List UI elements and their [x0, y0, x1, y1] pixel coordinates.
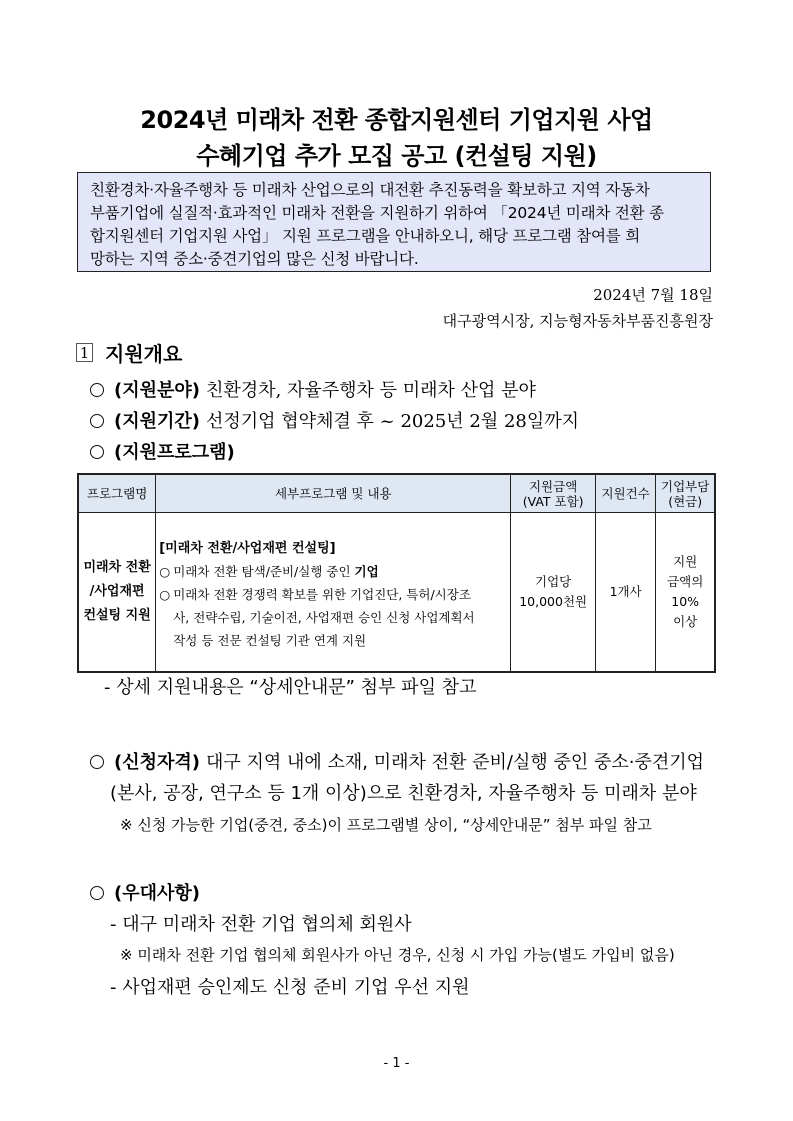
support-field-item	[90, 376, 536, 402]
issuer: 대구광역시장, 지능형자동차부품진흥원장	[442, 312, 713, 330]
header-line: 지원금액	[528, 478, 578, 494]
document-title-line2: 수혜기업 추가 모집 공고 (컨설팅 지원)	[196, 142, 597, 170]
summary-line: 친환경차·자율주행차 등 미래차 산업으로의 대전환 추진동력을 확보하고 지역 자동차	[90, 181, 650, 199]
name-line: /사업재편	[89, 584, 145, 599]
item-text: 친환경차, 자율주행차 등 미래차 산업 분야	[206, 380, 536, 401]
header-company-burden	[656, 474, 715, 513]
item-label: (지원분야)	[114, 380, 201, 401]
item-label: (신청자격)	[114, 752, 201, 773]
page-number: - 1 -	[383, 1056, 410, 1071]
support-amount-cell	[511, 513, 596, 673]
detail-item	[159, 560, 504, 583]
detail-text: 사, 전략수립, 기술이전, 사업재편 승인 신청 사업계획서	[173, 609, 475, 625]
program-table	[77, 473, 716, 673]
table-row	[78, 513, 715, 673]
burden-line: 금액의	[667, 574, 704, 589]
item-label: (지원프로그램)	[114, 442, 235, 463]
eligibility-item	[90, 748, 704, 774]
support-count-cell: 1개사	[595, 513, 655, 673]
eligibility-line2: (본사, 공장, 연구소 등 1개 이상)으로 친환경차, 자율주행차 등 미래차 분야	[110, 783, 697, 804]
program-detail-cell	[156, 513, 511, 673]
small-circle-bullet-icon: ○	[159, 563, 171, 579]
eligibility-note: ※ 신청 가능한 기업(중견, 중소)이 프로그램별 상이, “상세안내문” 첨부 파일 참고	[120, 816, 652, 834]
support-program-item	[90, 438, 235, 464]
detail-text: 작성 등 전문 컨설팅 기관 연계 지원	[173, 632, 367, 648]
detail-bold-text: 기업	[354, 563, 379, 579]
header-line: 기업부담	[661, 478, 710, 494]
amount-line: 10,000천원	[519, 594, 588, 609]
section-title: 지원개요	[105, 342, 183, 366]
item-label: (우대사항)	[114, 883, 201, 904]
item-label: (지원기간)	[114, 411, 201, 432]
summary-line: 합지원센터 기업지원 사업」 지원 프로그램을 안내하오니, 해당 프로그램 참여를 희	[90, 227, 641, 245]
section-heading	[76, 338, 182, 367]
detail-item	[159, 583, 504, 652]
header-support-amount	[511, 474, 596, 513]
preference-note1: ※ 미래차 전환 기업 협의체 회원사가 아닌 경우, 신청 시 가입 가능(별도 가입비 없음)	[120, 946, 675, 964]
small-circle-bullet-icon: ○	[159, 586, 171, 602]
header-line: (VAT 포함)	[522, 493, 584, 509]
name-line: 컨설팅 지원	[83, 608, 151, 623]
preference-item1: - 대구 미래차 전환 기업 협의체 회원사	[110, 914, 412, 935]
circle-bullet-icon	[90, 445, 104, 459]
name-line: 미래차 전환	[83, 560, 151, 575]
section-number-box: 1	[76, 343, 93, 362]
amount-line: 기업당	[535, 574, 572, 589]
header-line: (현금)	[668, 493, 703, 509]
header-program-name: 프로그램명	[78, 474, 156, 513]
header-program-detail: 세부프로그램 및 내용	[156, 474, 511, 513]
item-text: 선정기업 협약체결 후 ~ 2025년 2월 28일까지	[206, 411, 580, 432]
circle-bullet-icon	[90, 414, 104, 428]
burden-line: 이상	[673, 614, 698, 629]
item-text: 대구 지역 내에 소재, 미래차 전환 준비/실행 중인 중소·중견기업	[206, 752, 704, 773]
detail-text: 미래차 전환 경쟁력 확보를 위한 기업진단, 특허/시장조	[173, 586, 471, 602]
circle-bullet-icon	[90, 383, 104, 397]
circle-bullet-icon	[90, 755, 104, 769]
circle-bullet-icon	[90, 886, 104, 900]
preference-item2: - 사업재편 승인제도 신청 준비 기업 우선 지원	[110, 977, 470, 998]
table-note: - 상세 지원내용은 “상세안내문” 첨부 파일 참고	[104, 677, 477, 698]
burden-line: 10%	[671, 594, 700, 609]
burden-line: 지원	[673, 554, 698, 569]
document-title-line1: 2024년 미래차 전환 종합지원센터 기업지원 사업	[140, 106, 653, 134]
summary-box	[77, 172, 711, 272]
preference-item	[90, 879, 200, 905]
detail-text: 미래차 전환 탐색/준비/실행 중인	[173, 563, 355, 579]
detail-subhead: [미래차 전환/사업재편 컨설팅]	[159, 540, 336, 556]
company-burden-cell	[656, 513, 715, 673]
support-period-item	[90, 407, 579, 433]
program-name-cell	[78, 513, 156, 673]
summary-line: 부품기업에 실질적·효과적인 미래차 전환을 지원하기 위하여 「2024년 미래차 전환 종	[90, 204, 664, 222]
header-support-count: 지원건수	[595, 474, 655, 513]
announcement-date: 2024년 7월 18일	[593, 286, 713, 304]
summary-line: 망하는 지역 중소·중견기업의 많은 신청 바랍니다.	[90, 250, 419, 268]
